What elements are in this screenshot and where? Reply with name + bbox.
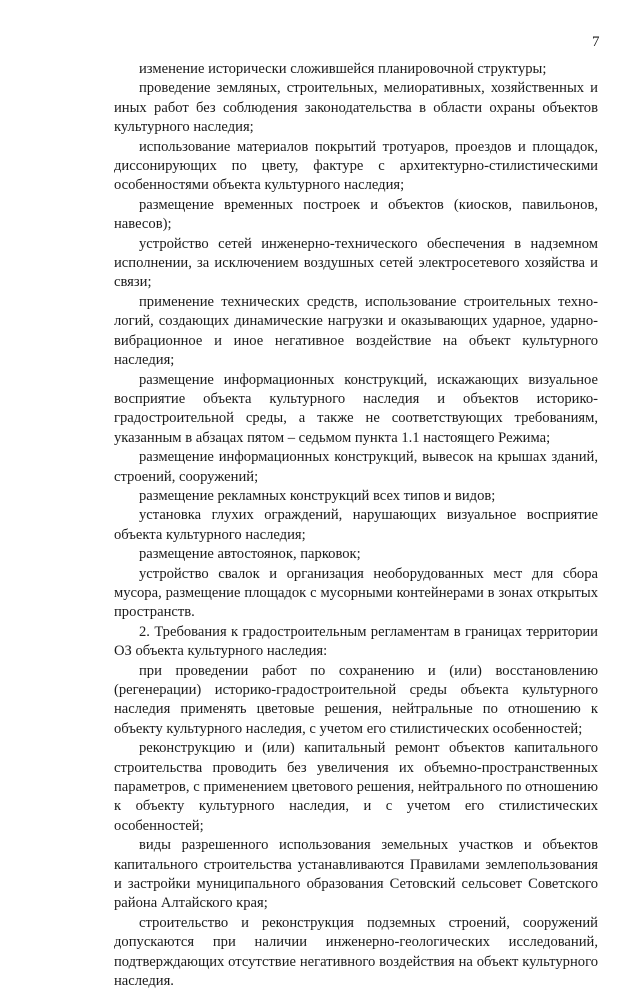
paragraph: строительство и реконструкция подземных строений, сооружений допускаются при наличии инженерно-геологических исследований, подтверждающих отсутствие негативного воздействия на объект культурного наследия.	[114, 914, 598, 990]
paragraph: размещение временных построек и объектов (киосков, павильонов, навесов);	[114, 196, 598, 233]
paragraph: устройство свалок и организация необорудованных мест для сбора мусора, размещение площадок с мусорными контейнерами в зонах открытых пространств.	[114, 565, 598, 621]
paragraph: при проведении работ по сохранению и (или) восстановлению (регенерации) историко-градостроительной среды объекта культурного наследия применять цветовые решения, нейтральные по отношению к объекту культурного наследия, с учетом его стилистических особенностей;	[114, 662, 598, 737]
paragraph: применение технических средств, использование строительных технологий, создающих динамические нагрузки и оказывающих ударное, ударно-вибрационное и иное негативное воздействие на объект культурного наследия;	[114, 293, 598, 369]
paragraph: размещение информационных конструкций, искажающих визуальное восприятие объекта культурного наследия и объектов историко-градостроительной среды, а также не соответствующих требованиям, указанным в абзацах пятом – седьмом пункта 1.1 настоящего Режима;	[114, 371, 598, 446]
document-body	[114, 60, 598, 992]
paragraph: реконструкцию и (или) капитальный ремонт объектов капитального строительства проводить без увеличения их объемно-пространственных параметров, с применением цветового решения, нейтрального по отношению к объекту культурного наследия, и с учетом его стилистических особенностей;	[114, 740, 598, 834]
paragraph: размещение рекламных конструкций всех типов и видов;	[139, 487, 496, 504]
paragraph: 2. Требования к градостроительным регламентам в границах территории ОЗ объекта культурного наследия:	[114, 623, 598, 660]
paragraph: размещение информационных конструкций, вывесок на крышах зданий, строений, сооружений;	[114, 449, 598, 485]
paragraph: размещение автостоянок, парковок;	[139, 546, 361, 563]
paragraph: проведение земляных, строительных, мелиоративных, хозяйственных и иных работ без соблюдения законодательства в области охраны объектов культурного наследия;	[114, 80, 598, 136]
paragraph: виды разрешенного использования земельных участков и объектов капитального строительства устанавливаются Правилами землепользования и застройки муниципального образования Сетовский сельсовет Советского района Алтайского края;	[114, 837, 598, 912]
page-number: 7	[592, 34, 600, 50]
paragraph: использование материалов покрытий тротуаров, проездов и площадок, диссонирующих по цвету, фактуре с архитектурно-стилистическими особенностями объекта культурного наследия;	[114, 138, 598, 194]
paragraph: установка глухих ограждений, нарушающих визуальное восприятие объекта культурного наследия;	[114, 507, 598, 543]
paragraph: устройство сетей инженерно-технического обеспечения в надземном исполнении, за исключением воздушных сетей электросетевого хозяйства и связи;	[114, 235, 598, 291]
paragraph: изменение исторически сложившейся планировочной структуры;	[139, 61, 547, 77]
